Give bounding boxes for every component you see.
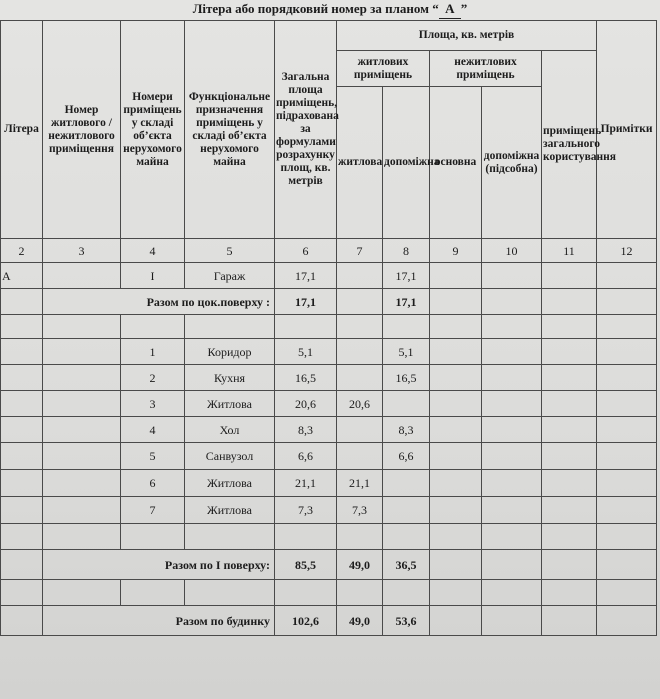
- cell-living: 20,6: [337, 391, 383, 417]
- subtotal-floor1-row: [1, 550, 657, 580]
- subtotal-floor1-living: 49,0: [337, 550, 383, 580]
- cell-function: Коридор: [185, 339, 275, 365]
- cell-room: 4: [121, 417, 185, 443]
- hdr-living-group: житлових приміщень: [337, 51, 430, 87]
- title-text: Літера або порядковий номер за планом “: [192, 1, 439, 16]
- cell-aux: 5,1: [383, 339, 430, 365]
- cell-room: 2: [121, 365, 185, 391]
- cell-empty: [1, 289, 43, 315]
- cell-total: 5,1: [275, 339, 337, 365]
- cell-function: Житлова: [185, 470, 275, 497]
- cell-empty: [597, 263, 657, 289]
- cell-empty: [43, 263, 121, 289]
- cell-function: Санвузол: [185, 443, 275, 470]
- cell-total: 6,6: [275, 443, 337, 470]
- cell-total: 16,5: [275, 365, 337, 391]
- hdr-nonliving-group: нежитлових приміщень: [430, 51, 542, 87]
- hdr-aux-utility: допоміжна (підсобна): [482, 87, 542, 239]
- cell-litera: А: [1, 263, 43, 289]
- cell-function: Кухня: [185, 365, 275, 391]
- cell-aux: [383, 470, 430, 497]
- hdr-living: житлова: [337, 87, 383, 239]
- table-row: [1, 339, 657, 365]
- hdr-room-in-object: Номери приміщень у складі об’єкта нерухомого майна: [121, 21, 185, 239]
- table-row: [1, 391, 657, 417]
- col-number: 3: [43, 239, 121, 263]
- cell-function: Хол: [185, 417, 275, 443]
- cell-room: 7: [121, 497, 185, 524]
- cell-empty: [430, 289, 482, 315]
- cell-living: 21,1: [337, 470, 383, 497]
- cell-total: 8,3: [275, 417, 337, 443]
- subtotal-basement-row: [1, 289, 657, 315]
- cell-total: 21,1: [275, 470, 337, 497]
- subtotal-floor1-total: 85,5: [275, 550, 337, 580]
- header-row-1: [1, 21, 657, 51]
- hdr-function: Функціональне призначення приміщень у складі об’єкта нерухомого майна: [185, 21, 275, 239]
- col-number: 12: [597, 239, 657, 263]
- hdr-notes: Примітки: [597, 21, 657, 239]
- hdr-area-group: Площа, кв. метрів: [337, 21, 597, 51]
- total-building-row: [1, 606, 657, 636]
- area-table: [0, 20, 657, 636]
- col-number: 11: [542, 239, 597, 263]
- col-number: 10: [482, 239, 542, 263]
- subtotal-basement-living: [337, 289, 383, 315]
- cell-total: 7,3: [275, 497, 337, 524]
- cell-empty: [597, 289, 657, 315]
- cell-empty: [430, 263, 482, 289]
- col-number: 2: [1, 239, 43, 263]
- subtotal-floor1-label: Разом по I поверху:: [43, 550, 275, 580]
- cell-aux: 17,1: [383, 263, 430, 289]
- subtotal-floor1-aux: 36,5: [383, 550, 430, 580]
- cell-living: 7,3: [337, 497, 383, 524]
- col-number: 4: [121, 239, 185, 263]
- table-row: [1, 470, 657, 497]
- col-number: 9: [430, 239, 482, 263]
- total-building-living: 49,0: [337, 606, 383, 636]
- cell-room: 5: [121, 443, 185, 470]
- col-number: 5: [185, 239, 275, 263]
- total-building-label: Разом по будинку: [43, 606, 275, 636]
- title-value: А: [439, 0, 461, 19]
- col-number: 6: [275, 239, 337, 263]
- cell-empty: [542, 289, 597, 315]
- cell-aux: 16,5: [383, 365, 430, 391]
- cell-living: [337, 365, 383, 391]
- cell-empty: [542, 263, 597, 289]
- blank-row: [1, 580, 657, 606]
- cell-total: 20,6: [275, 391, 337, 417]
- subtotal-basement-aux: 17,1: [383, 289, 430, 315]
- blank-row: [1, 315, 657, 339]
- cell-empty: [482, 263, 542, 289]
- cell-aux: 6,6: [383, 443, 430, 470]
- cell-empty: [482, 289, 542, 315]
- cell-room: 6: [121, 470, 185, 497]
- cell-function: Гараж: [185, 263, 275, 289]
- subtotal-basement-total: 17,1: [275, 289, 337, 315]
- cell-function: Житлова: [185, 497, 275, 524]
- total-building-aux: 53,6: [383, 606, 430, 636]
- cell-living: [337, 339, 383, 365]
- cell-living: [337, 263, 383, 289]
- hdr-room-number: Номер житлового / нежитлового приміщення: [43, 21, 121, 239]
- table-row: [1, 443, 657, 470]
- col-number: 7: [337, 239, 383, 263]
- column-number-row: [1, 239, 657, 263]
- hdr-common-use: приміщень загального користування: [542, 51, 597, 239]
- cell-living: [337, 443, 383, 470]
- table-row: [1, 263, 657, 289]
- table-row: [1, 417, 657, 443]
- table-row: [1, 365, 657, 391]
- cell-room: I: [121, 263, 185, 289]
- hdr-aux: допоміжна: [383, 87, 430, 239]
- total-building-total: 102,6: [275, 606, 337, 636]
- cell-room: 3: [121, 391, 185, 417]
- hdr-total-area: Загальна площа приміщень, підрахована за формулами розрахунку площ, кв. метрів: [275, 21, 337, 239]
- blank-row: [1, 524, 657, 550]
- hdr-litera: Літера: [1, 21, 43, 239]
- page-title: [0, 0, 660, 22]
- title-close: ”: [460, 1, 468, 16]
- subtotal-basement-label: Разом по цок.поверху :: [43, 289, 275, 315]
- cell-room: 1: [121, 339, 185, 365]
- cell-living: [337, 417, 383, 443]
- cell-aux: 8,3: [383, 417, 430, 443]
- table-row: [1, 497, 657, 524]
- hdr-main: основна: [430, 87, 482, 239]
- cell-aux: [383, 391, 430, 417]
- col-number: 8: [383, 239, 430, 263]
- cell-function: Житлова: [185, 391, 275, 417]
- cell-total: 17,1: [275, 263, 337, 289]
- cell-aux: [383, 497, 430, 524]
